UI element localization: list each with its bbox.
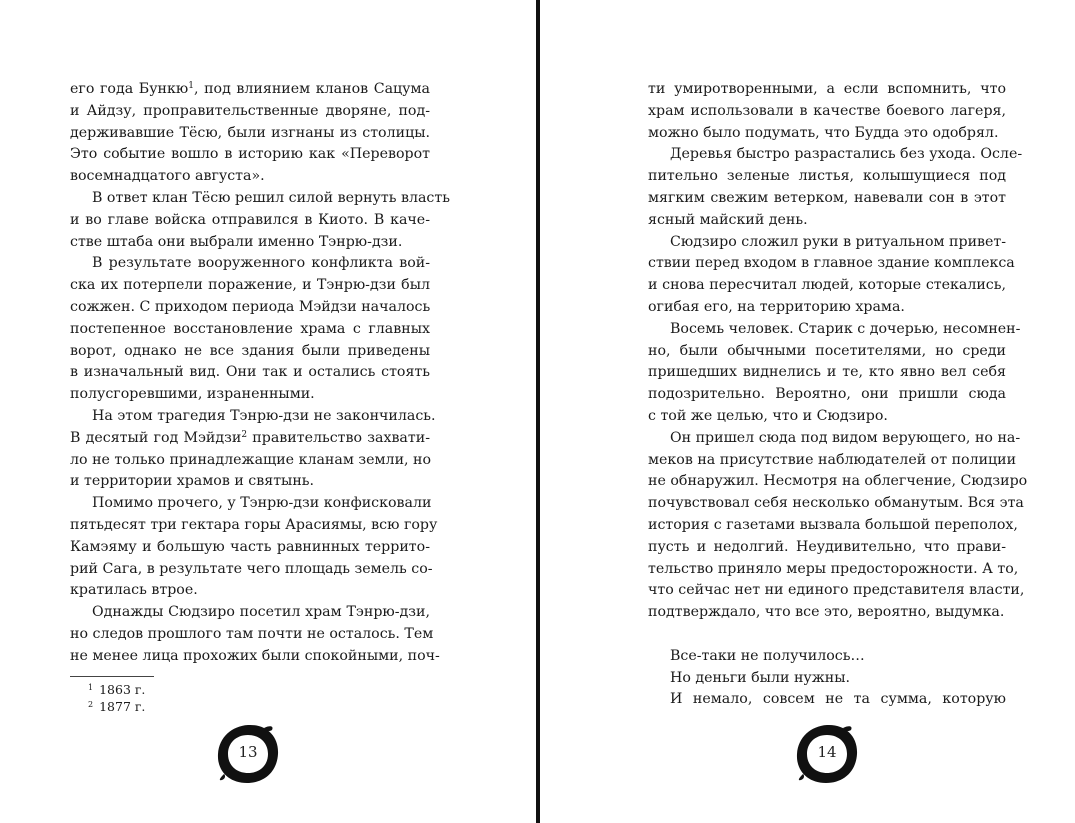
text-segment: ворот, однако не все здания были приведены bbox=[70, 342, 430, 359]
text-segment: его года Бункю bbox=[70, 81, 189, 97]
text-line bbox=[648, 689, 1006, 711]
text-segment: В ответ клан Тёсю решил силой вернуть власть bbox=[92, 189, 450, 206]
text-line bbox=[648, 406, 1006, 428]
text-segment: В результате вооруженного конфликта вой- bbox=[92, 255, 430, 272]
text-line bbox=[70, 493, 430, 515]
text-line bbox=[648, 515, 1018, 537]
text-segment: не обнаружил. Несмотря на облегчение, Сюдзиро bbox=[648, 473, 1028, 490]
text-line bbox=[70, 144, 430, 166]
text-segment: подозрительно. Вероятно, они пришли сюда bbox=[648, 386, 1006, 403]
text-segment: ска их потерпели поражение, и Тэнрю-дзи был bbox=[70, 277, 430, 294]
text-line bbox=[648, 166, 1006, 188]
footnote bbox=[88, 698, 145, 715]
text-segment: огибая его, на территорию храма. bbox=[648, 298, 905, 315]
footnote-mark: 1 bbox=[88, 683, 94, 692]
text-line bbox=[70, 537, 430, 559]
text-segment: почувствовал себя несколько обманутым. Вся эта bbox=[648, 495, 1024, 512]
text-line bbox=[70, 232, 430, 254]
text-segment: , под влиянием кланов Сацума bbox=[193, 81, 430, 97]
text-line bbox=[648, 362, 1006, 384]
text-line bbox=[648, 319, 1021, 341]
text-line bbox=[70, 123, 430, 145]
text-segment: Он пришел сюда под видом верующего, но на- bbox=[670, 429, 1021, 446]
text-line bbox=[648, 275, 1006, 297]
text-line bbox=[70, 319, 430, 341]
text-segment: держивавшие Тёсю, были изгнаны из столицы. bbox=[70, 124, 430, 141]
text-segment: Все-таки не получилось… bbox=[670, 647, 865, 664]
text-segment: Однажды Сюдзиро посетил храм Тэнрю-дзи, bbox=[92, 604, 430, 621]
footnote-mark: 2 bbox=[88, 700, 94, 709]
text-segment: пусть и недолгий. Неудивительно, что прави- bbox=[648, 538, 1006, 555]
text-line bbox=[70, 297, 430, 319]
text-segment: и во главе войска отправился в Киото. В каче- bbox=[70, 211, 430, 228]
text-line bbox=[648, 253, 1015, 275]
text-line bbox=[70, 580, 430, 602]
text-segment: В десятый год Мэйдзи bbox=[70, 429, 242, 446]
text-line bbox=[648, 188, 1006, 210]
text-segment: правительство захвати- bbox=[247, 429, 430, 446]
text-line bbox=[648, 471, 1028, 493]
text-line bbox=[648, 559, 1019, 581]
text-line bbox=[70, 101, 430, 123]
text-segment: и территории храмов и святынь. bbox=[70, 473, 315, 490]
text-segment: пительно зеленые листья, колышущиеся под bbox=[648, 168, 1006, 185]
text-segment: меков на присутствие наблюдателей от полиции bbox=[648, 451, 1017, 468]
text-line bbox=[70, 602, 430, 624]
text-segment: но следов прошлого там почти не осталось. Тем bbox=[70, 625, 434, 642]
footnote-text: 1877 г. bbox=[99, 699, 146, 714]
footnote-reference: 2 bbox=[241, 429, 248, 440]
text-line bbox=[648, 450, 1017, 472]
paragraph-gap bbox=[648, 624, 1006, 646]
text-line bbox=[648, 668, 1006, 690]
text-line bbox=[70, 450, 430, 472]
text-segment: Восемь человек. Старик с дочерью, несомнен- bbox=[670, 320, 1021, 337]
text-segment: Помимо прочего, у Тэнрю-дзи конфисковали bbox=[92, 495, 432, 512]
text-segment: не менее лица прохожих были спокойными, поч- bbox=[70, 647, 440, 664]
text-line bbox=[70, 624, 434, 646]
text-segment: Деревья быстро разрастались без ухода. Осле- bbox=[670, 146, 1023, 163]
text-line bbox=[70, 166, 430, 188]
text-segment: И немало, совсем не та сумма, которую bbox=[670, 691, 1006, 708]
text-line bbox=[648, 602, 1006, 624]
text-segment: Это событие вошло в историю как «Переворот bbox=[70, 146, 430, 163]
text-line bbox=[648, 384, 1006, 406]
text-segment: ло не только принадлежащие кланам земли, но bbox=[70, 451, 432, 468]
text-segment: Камэяму и большую часть равнинных террито- bbox=[70, 538, 430, 555]
text-segment: и снова пересчитал людей, которые стекались, bbox=[648, 277, 1006, 294]
text-line bbox=[70, 275, 430, 297]
text-segment: пятьдесят три гектара горы Арасиямы, всю гору bbox=[70, 516, 438, 533]
text-segment: Сюдзиро сложил руки в ритуальном привет- bbox=[670, 233, 1007, 250]
text-line bbox=[648, 646, 1006, 668]
left-page bbox=[0, 0, 536, 823]
page-number-badge-14 bbox=[793, 722, 861, 786]
text-line bbox=[70, 210, 430, 232]
text-line bbox=[648, 144, 1023, 166]
text-line bbox=[70, 428, 430, 450]
footnote-text: 1863 г. bbox=[99, 682, 146, 697]
text-line bbox=[70, 253, 430, 275]
page-number-badge-13 bbox=[214, 722, 282, 786]
text-segment: что сейчас нет ни единого представителя власти, bbox=[648, 582, 1025, 599]
text-segment: в изначальный вид. Они так и остались стоять bbox=[70, 364, 430, 381]
footnotes bbox=[88, 681, 145, 715]
text-line bbox=[648, 297, 1006, 319]
text-segment: постепенное восстановление храма с главных bbox=[70, 320, 430, 337]
right-page bbox=[540, 0, 1075, 823]
text-line bbox=[70, 406, 436, 428]
text-line bbox=[70, 362, 430, 384]
footnote-reference: 1 bbox=[188, 81, 194, 91]
text-segment: сожжен. С приходом периода Мэйдзи началось bbox=[70, 298, 431, 315]
text-segment: и Айдзу, проправительственные дворяне, под- bbox=[70, 102, 430, 119]
page-number: 13 bbox=[238, 743, 258, 761]
text-segment: ствии перед входом в главное здание комплекса bbox=[648, 255, 1015, 272]
text-segment: рий Сага, в результате чего площадь земель со- bbox=[70, 560, 433, 577]
text-segment: ти умиротворенными, а если вспомнить, что bbox=[648, 81, 1006, 97]
text-line bbox=[648, 341, 1006, 363]
text-segment: подтверждало, что все это, вероятно, выдумка. bbox=[648, 604, 1005, 621]
page-number: 14 bbox=[817, 743, 837, 761]
text-segment: но, были обычными посетителями, но среди bbox=[648, 342, 1006, 359]
text-line bbox=[648, 123, 1006, 145]
text-line bbox=[70, 384, 430, 406]
text-segment: На этом трагедия Тэнрю-дзи не закончилась. bbox=[92, 407, 436, 424]
text-segment: пришедших виднелись и те, кто явно вел себя bbox=[648, 364, 1006, 381]
text-line bbox=[648, 210, 1006, 232]
text-segment: восемнадцатого августа». bbox=[70, 168, 265, 185]
text-segment: полусгоревшими, израненными. bbox=[70, 386, 315, 403]
text-line bbox=[648, 101, 1006, 123]
right-page-body-text bbox=[648, 79, 1028, 711]
text-segment: стве штаба они выбрали именно Тэнрю-дзи. bbox=[70, 233, 403, 250]
text-line bbox=[70, 515, 438, 537]
text-line bbox=[648, 428, 1021, 450]
text-segment: история с газетами вызвала большой переполох, bbox=[648, 516, 1018, 533]
text-line bbox=[70, 79, 430, 101]
text-line bbox=[70, 471, 430, 493]
footnote-divider bbox=[70, 676, 154, 677]
left-page-body-text bbox=[70, 79, 450, 668]
text-line bbox=[648, 493, 1024, 515]
text-segment: храм использовали в качестве боевого лагеря, bbox=[648, 102, 1006, 119]
text-line bbox=[648, 232, 1006, 254]
text-line bbox=[648, 580, 1025, 602]
text-segment: Но деньги были нужны. bbox=[670, 669, 851, 686]
text-line bbox=[70, 646, 440, 668]
footnote bbox=[88, 681, 145, 698]
text-line bbox=[70, 188, 450, 210]
text-segment: мягким свежим ветерком, навевали сон в этот bbox=[648, 189, 1006, 206]
text-segment: с той же целью, что и Сюдзиро. bbox=[648, 407, 888, 424]
text-line bbox=[70, 559, 433, 581]
text-segment: ясный майский день. bbox=[648, 211, 808, 228]
text-segment: можно было подумать, что Будда это одобрял. bbox=[648, 124, 999, 141]
text-segment: кратилась втрое. bbox=[70, 582, 198, 599]
text-line bbox=[70, 341, 430, 363]
text-line bbox=[648, 537, 1006, 559]
text-line bbox=[648, 79, 1006, 101]
text-segment: тельство приняло меры предосторожности. А то, bbox=[648, 560, 1019, 577]
